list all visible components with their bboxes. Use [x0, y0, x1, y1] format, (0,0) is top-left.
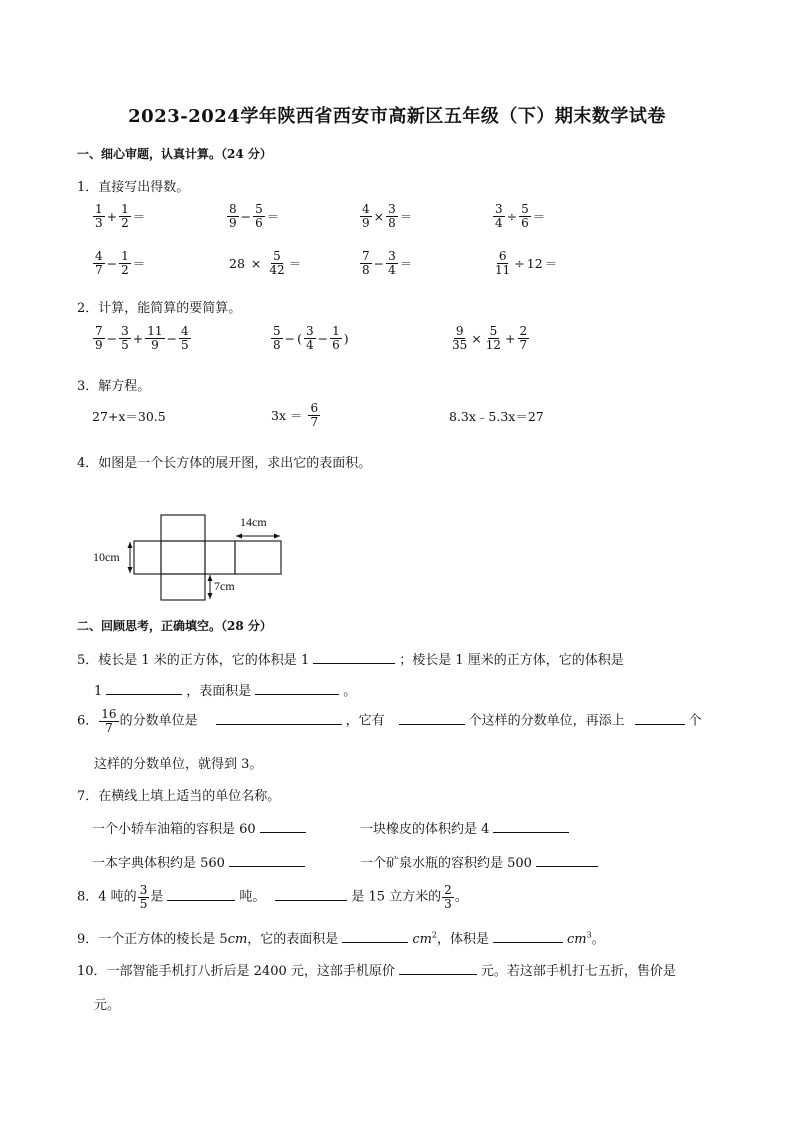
q7-blank-1[interactable]	[260, 820, 306, 833]
question-9: 9．一个正方体的棱长是 5cm，它的表面积是 $cm^2$，体积是 $cm^3$。	[77, 930, 605, 947]
net-right-face	[205, 541, 235, 574]
q9-blank-1[interactable]	[342, 930, 408, 943]
q6-blank-2[interactable]	[399, 712, 465, 725]
question-6-line-2: 这样的分数单位，就得到 3。	[94, 757, 263, 772]
net-left-face	[134, 541, 161, 574]
q5-blank-3[interactable]	[255, 682, 339, 695]
q10-blank-1[interactable]	[399, 962, 477, 975]
net-top-face	[161, 515, 205, 541]
dim-label-14: 14cm	[240, 515, 267, 529]
q2-item-1: $\frac{7}{9}$ − $\frac{3}{5}$ + $\frac{11}{9}$ − $\frac{4}{5}$	[95, 324, 189, 352]
q9-blank-2[interactable]	[493, 930, 563, 943]
question-3-label: 3．解方程。	[77, 379, 151, 394]
q7-blank-4[interactable]	[536, 854, 598, 867]
question-10-line-2: 元。	[94, 998, 121, 1013]
q1-item-3: $\frac{4}{9}$ × $\frac{3}{8}$ ＝	[362, 202, 413, 230]
question-5-line-1: 5．棱长是 1 米的正方体，它的体积是 1 ；棱长是 1 厘米的正方体，它的体积是	[77, 653, 624, 668]
question-2-label: 2．计算，能简算的要简算。	[77, 301, 242, 316]
q1-item-8: $\frac{6}{11}$ ÷ 12 ＝	[495, 249, 558, 277]
equation-2: 3x ＝ $\frac{6}{7}$	[271, 401, 319, 429]
net-bottom-face	[161, 574, 205, 600]
q8-blank-2[interactable]	[275, 888, 347, 901]
q7-item-2: 一块橡皮的体积约是 4	[360, 818, 573, 837]
question-4-label: 4．如图是一个长方体的展开图，求出它的表面积。	[77, 456, 372, 471]
equation-1: 27+x＝30.5	[92, 409, 166, 424]
q1-item-1: $\frac{1}{3}$ + $\frac{1}{2}$ ＝	[95, 202, 146, 230]
q1-item-5: $\frac{4}{7}$ − $\frac{1}{2}$ ＝	[95, 249, 146, 277]
q7-item-1: 一个小轿车油箱的容积是 60	[92, 818, 310, 837]
net-front-face	[161, 541, 205, 574]
dim-label-10: 10cm	[93, 550, 120, 564]
question-5-line-2: 1 ，表面积是 。	[94, 684, 357, 699]
section-2-heading: 二、回顾思考，正确填空。（28 分）	[77, 619, 272, 633]
dim-label-7: 7cm	[214, 579, 235, 593]
q8-blank-1[interactable]	[167, 888, 235, 901]
question-6-line-1: 6． $\frac{16}{7}$ 的分数单位是 ，它有 个这样的分数单位，再添上 个	[77, 707, 702, 735]
section-1-heading: 一、细心审题，认真计算。（24 分）	[77, 147, 272, 161]
q7-item-3: 一本字典体积约是 560	[92, 852, 309, 871]
question-1-label: 1．直接写出得数。	[77, 180, 190, 195]
q2-item-3: $\frac{9}{35}$ × $\frac{5}{12}$ + $\frac{2}{7}$	[452, 324, 528, 352]
question-10-line-1: 10．一部智能手机打八折后是 2400 元，这部手机原价 元。若这部手机打七五折，售价是	[77, 964, 676, 979]
q5-blank-2[interactable]	[106, 682, 182, 695]
question-7-label: 7．在横线上填上适当的单位名称。	[77, 789, 281, 804]
q1-item-6: 28 × $\frac{5}{42}$ ＝	[229, 249, 302, 277]
q6-blank-3[interactable]	[635, 712, 685, 725]
q5-blank-1[interactable]	[313, 651, 395, 664]
equation-3: 8.3x﹣5.3x＝27	[449, 409, 544, 424]
q1-item-4: $\frac{3}{4}$ ÷ $\frac{5}{6}$ ＝	[495, 202, 546, 230]
net-back-face	[235, 541, 281, 574]
q2-item-2: $\frac{5}{8}$ − ( $\frac{3}{4}$ − $\frac{1}{6}$ )	[273, 324, 349, 352]
q7-blank-3[interactable]	[229, 854, 305, 867]
q7-item-4: 一个矿泉水瓶的容积约是 500	[360, 852, 602, 871]
q7-blank-2[interactable]	[493, 820, 569, 833]
page-title: 2023-2024学年陕西省西安市高新区五年级（下）期末数学试卷	[128, 106, 666, 127]
question-8: 8．4 吨的 $\frac{3}{5}$ 是 吨。 是 15 立方米的 $\frac{2}{3}$ 。	[77, 883, 468, 911]
q1-item-7: $\frac{7}{8}$ − $\frac{3}{4}$ ＝	[362, 249, 413, 277]
box-net-diagram	[88, 505, 298, 605]
q6-blank-1[interactable]	[216, 712, 342, 725]
q1-item-2: $\frac{8}{9}$ − $\frac{5}{6}$ ＝	[229, 202, 280, 230]
